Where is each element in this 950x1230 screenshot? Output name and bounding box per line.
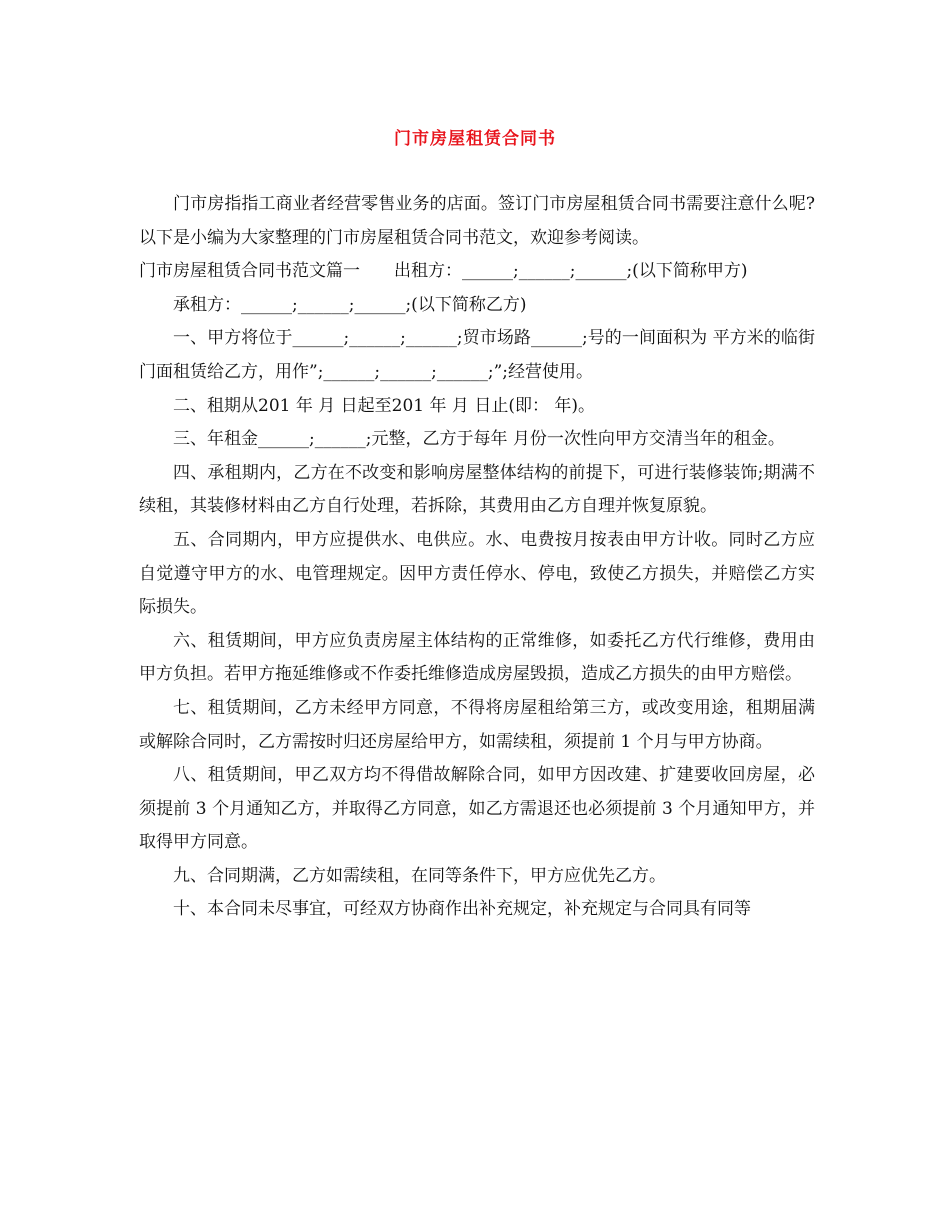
document-title: 门市房屋租赁合同书 — [394, 129, 556, 149]
paragraph-clause-10: 十、本合同未尽事宜，可经双方协商作出补充规定，补充规定与合同具有同等 — [173, 899, 751, 920]
paragraph-lessor: 门市房屋租赁合同书范文篇一 出租方：______;______;______;(以下简称甲方) — [139, 261, 748, 282]
paragraph-clause-1: 一、甲方将位于______;______;______;贸市场路______;号的一间面积为 平方米的临街门面租赁给乙方，用作”;______;______;______;”;经营使用。 — [139, 328, 815, 382]
paragraph-clause-3: 三、年租金______;______;元整，乙方于每年 月份一次性向甲方交清当年的租金。 — [173, 429, 785, 450]
paragraph-lessee: 承租方：______;______;______;(以下简称乙方) — [173, 294, 527, 315]
paragraph-clause-6: 六、租赁期间，甲方应负责房屋主体结构的正常维修，如委托乙方代行维修，费用由甲方负担。若甲方拖延维修或不作委托维修造成房屋毁损，造成乙方损失的由甲方赔偿。 — [139, 630, 815, 685]
paragraph-clause-9: 九、合同期满，乙方如需续租，在同等条件下，甲方应优先乙方。 — [173, 865, 666, 886]
document-body — [139, 188, 815, 927]
paragraph-clause-4: 四、承租期内，乙方在不改变和影响房屋整体结构的前提下，可进行装修装饰;期满不续租，其装修材料由乙方自行处理，若拆除，其费用由乙方自理并恢复原貌。 — [139, 462, 815, 517]
paragraph-clause-2: 二、租期从201 年 月 日起至201 年 月 日止(即： 年)。 — [173, 395, 595, 416]
paragraph-clause-7: 七、租赁期间，乙方未经甲方同意，不得将房屋租给第三方，或改变用途，租期届满或解除合同时，乙方需按时归还房屋给甲方，如需续租，须提前 1 个月与甲方协商。 — [139, 697, 815, 752]
paragraph-intro: 门市房指指工商业者经营零售业务的店面。签订门市房屋租赁合同书需要注意什么呢?以下是小编为大家整理的门市房屋租赁合同书范文，欢迎参考阅读。 — [139, 194, 815, 248]
paragraph-clause-8: 八、租赁期间，甲乙双方均不得借故解除合同，如甲方因改建、扩建要收回房屋，必须提前 3 个月通知乙方，并取得乙方同意，如乙方需退还也必须提前 3 个月通知甲方，并取得甲方同意。 — [139, 765, 815, 853]
paragraph-clause-5: 五、合同期内，甲方应提供水、电供应。水、电费按月按表由甲方计收。同时乙方应自觉遵守甲方的水、电管理规定。因甲方责任停水、停电，致使乙方损失，并赔偿乙方实际损失。 — [139, 529, 815, 618]
